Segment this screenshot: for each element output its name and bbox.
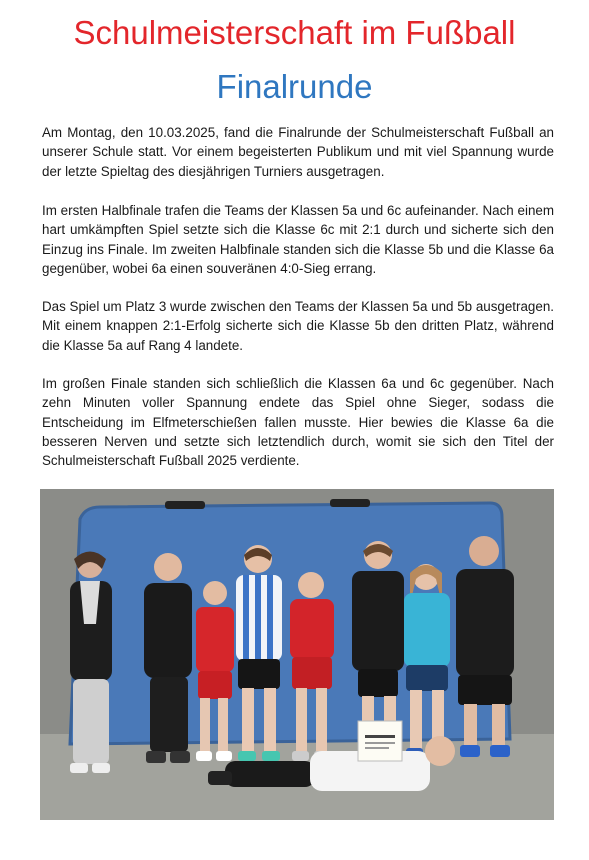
team-photo-illustration xyxy=(40,489,554,820)
document-title: Schulmeisterschaft im Fußball xyxy=(73,14,516,51)
paragraph-final: Im großen Finale standen sich schließlich die Klassen 6a und 6c gegenüber. Nach zehn Minuten voller Spannung endete das Spiel ohne Sieger, sodass die Entscheidung im Elfmeterschießen fallen musste. Hier bewies die Klasse 6a die besseren Nerven und setzte sich letztendlich durch, womit sie sich den Titel der Schulmeisterschaft Fußball 2025 verdiente. xyxy=(42,376,554,469)
mat-handle-right xyxy=(330,499,370,507)
paragraph-semifinals: Im ersten Halbfinale trafen die Teams der Klassen 5a und 6c aufeinander. Nach einem hart umkämpften Spiel setzte sich die Klasse 6c mit 2:1 durch und sicherte sich den Einzug ins Finale. Im zweiten Halbfinale standen sich die Klasse 5b und die Klasse 6a gegenüber, wobei 6a einen souveränen 4:0-Sieg errang. xyxy=(42,203,554,276)
paragraph-intro: Am Montag, den 10.03.2025, fand die Finalrunde der Schulmeisterschaft Fußball an unserer Schule statt. Vor einem begeisterten Publikum und mit viel Spannung wurde der letzte Spieltag des diesjährigen Turniers ausgetragen. xyxy=(42,125,554,179)
team-photo xyxy=(40,489,554,820)
person-player-1 xyxy=(144,553,192,763)
paragraph-third-place: Das Spiel um Platz 3 wurde zwischen den Teams der Klassen 5a und 5b ausgetragen. Mit einem knappen 2:1-Erfolg sicherte sich die Klasse 5b den dritten Platz, während die Klasse 5a auf Rang 4 landete. xyxy=(42,299,554,353)
certificate xyxy=(358,721,402,761)
document-subtitle: Finalrunde xyxy=(216,68,373,105)
person-teacher-left xyxy=(70,552,112,774)
mat-handle-left xyxy=(165,501,205,509)
